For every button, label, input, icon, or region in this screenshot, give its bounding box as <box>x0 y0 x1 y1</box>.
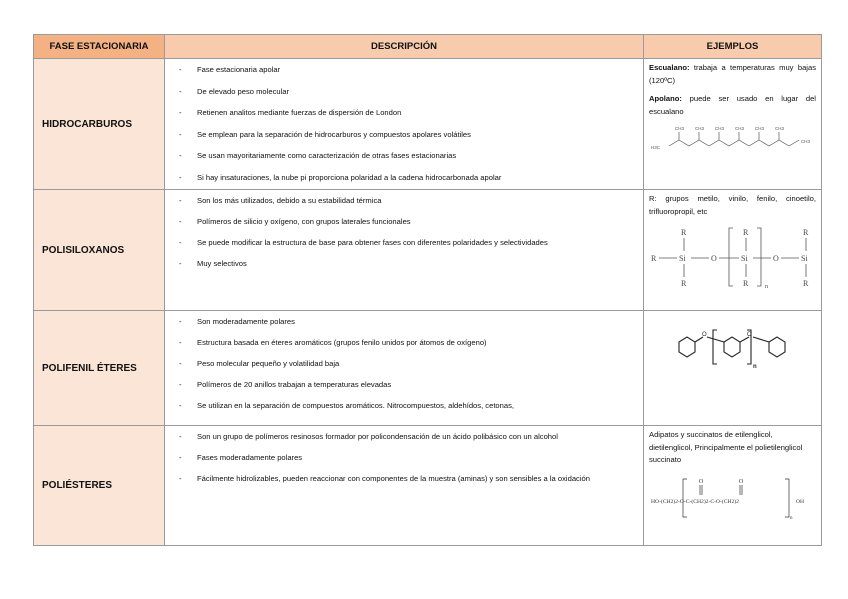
svg-text:Si: Si <box>801 254 808 263</box>
svg-text:OH: OH <box>796 498 805 505</box>
list-item: - Se puede modificar la estructura de base para obtener fases con diferentes polaridades y selectividades <box>179 237 637 248</box>
svg-text:n: n <box>765 284 768 290</box>
svg-text:CH3: CH3 <box>735 126 745 131</box>
phase-name: HIDROCARBUROS <box>34 59 165 190</box>
svg-text:R: R <box>681 279 687 288</box>
list-item: - Estructura basada en éteres aromáticos (grupos fenilo unidos por átomos de oxígeno) <box>179 337 637 348</box>
description-cell <box>165 311 644 426</box>
examples-cell <box>644 426 822 546</box>
svg-text:n: n <box>790 515 793 521</box>
examples-cell <box>644 311 822 426</box>
examples-cell <box>644 190 822 311</box>
table-row <box>34 311 822 426</box>
svg-text:O: O <box>773 254 779 263</box>
svg-text:R: R <box>743 279 749 288</box>
list-item: - Fase estacionaria apolar <box>179 64 637 75</box>
svg-text:R: R <box>651 254 657 263</box>
table-row <box>34 59 822 190</box>
examples-cell <box>644 59 822 190</box>
svg-text:O: O <box>711 254 717 263</box>
list-item: - Si hay insaturaciones, la nube pi proporciona polaridad a la cadena hidrocarbonada apolar <box>179 172 637 183</box>
svg-text:O: O <box>739 478 744 485</box>
header-row <box>34 35 822 59</box>
polyphenyl-ether-structure <box>649 320 817 380</box>
example-text: Adipatos y succinatos de etilenglicol, dietilenglicol, Principalmente el polietilenglicol succinato <box>649 430 803 464</box>
phase-name: POLIFENIL ÉTERES <box>34 311 165 426</box>
list-item: - Retienen analitos mediante fuerzas de dispersión de London <box>179 107 637 118</box>
list-item: - Se utilizan en la separación de compuestos aromáticos. Nitrocompuestos, aldehídos, cetonas, <box>179 400 637 411</box>
phase-name: POLIÉSTERES <box>34 426 165 546</box>
example-text: R: grupos metilo, vinilo, fenilo, cinoetilo, trifluoropropil, etc <box>649 194 816 216</box>
squalane-structure <box>649 124 817 152</box>
table-row <box>34 426 822 546</box>
list-item: - Son moderadamente polares <box>179 316 637 327</box>
svg-text:Si: Si <box>741 254 748 263</box>
list-item: - Son los más utilizados, debido a su estabilidad térmica <box>179 195 637 206</box>
svg-text:R: R <box>681 228 687 237</box>
description-cell <box>165 190 644 311</box>
svg-text:R: R <box>803 228 809 237</box>
svg-text:CH3: CH3 <box>801 139 811 144</box>
description-cell <box>165 59 644 190</box>
phase-name: POLISILOXANOS <box>34 190 165 311</box>
svg-text:CH3: CH3 <box>755 126 765 131</box>
list-item: - De elevado peso molecular <box>179 86 637 97</box>
header-descripcion: DESCRIPCIÓN <box>165 35 644 59</box>
list-item: - Se usan mayoritariamente como caracterización de otras fases estacionarias <box>179 150 637 161</box>
list-item: - Son un grupo de polímeros resinosos formador por policondensación de un ácido polibásico con un alcohol <box>179 431 637 442</box>
list-item: - Peso molecular pequeño y volatilidad baja <box>179 358 637 369</box>
description-cell <box>165 426 644 546</box>
stationary-phase-table <box>33 34 822 546</box>
svg-text:CH3: CH3 <box>715 126 725 131</box>
svg-text:R: R <box>803 279 809 288</box>
svg-text:R: R <box>743 228 749 237</box>
table-row <box>34 190 822 311</box>
svg-text:H3C: H3C <box>651 145 661 150</box>
list-item: - Muy selectivos <box>179 258 637 269</box>
polysiloxane-structure <box>649 224 817 292</box>
svg-text:O: O <box>702 332 707 338</box>
list-item: - Polímeros de 20 anillos trabajan a temperaturas elevadas <box>179 379 637 390</box>
header-ejemplos: EJEMPLOS <box>644 35 822 59</box>
svg-text:Si: Si <box>679 254 686 263</box>
svg-text:CH3: CH3 <box>695 126 705 131</box>
svg-text:CH3: CH3 <box>775 126 785 131</box>
svg-text:CH3: CH3 <box>675 126 685 131</box>
example-text: Apolano: puede ser usado en lugar del escualano <box>649 94 816 116</box>
svg-text:n: n <box>753 364 757 370</box>
example-text: Escualano: trabaja a temperaturas muy bajas (120ºC) <box>649 63 816 85</box>
list-item: - Fácilmente hidrolizables, pueden reaccionar con componentes de la muestra (aminas) y son sensibles a la oxidación <box>179 473 637 484</box>
header-fase: FASE ESTACIONARIA <box>34 35 165 59</box>
svg-text:O: O <box>747 332 752 338</box>
list-item: - Polímeros de silicio y oxígeno, con grupos laterales funcionales <box>179 216 637 227</box>
list-item: - Se emplean para la separación de hidrocarburos y compuestos apolares volátiles <box>179 129 637 140</box>
svg-text:HO-(CH2)2-O-C-(CH2)2-C-O-(CH2): HO-(CH2)2-O-C-(CH2)2-C-O-(CH2)2 <box>651 498 739 505</box>
list-item: - Fases moderadamente polares <box>179 452 637 463</box>
svg-text:O: O <box>699 478 704 485</box>
polyethylene-glycol-succinate-structure <box>649 473 817 529</box>
